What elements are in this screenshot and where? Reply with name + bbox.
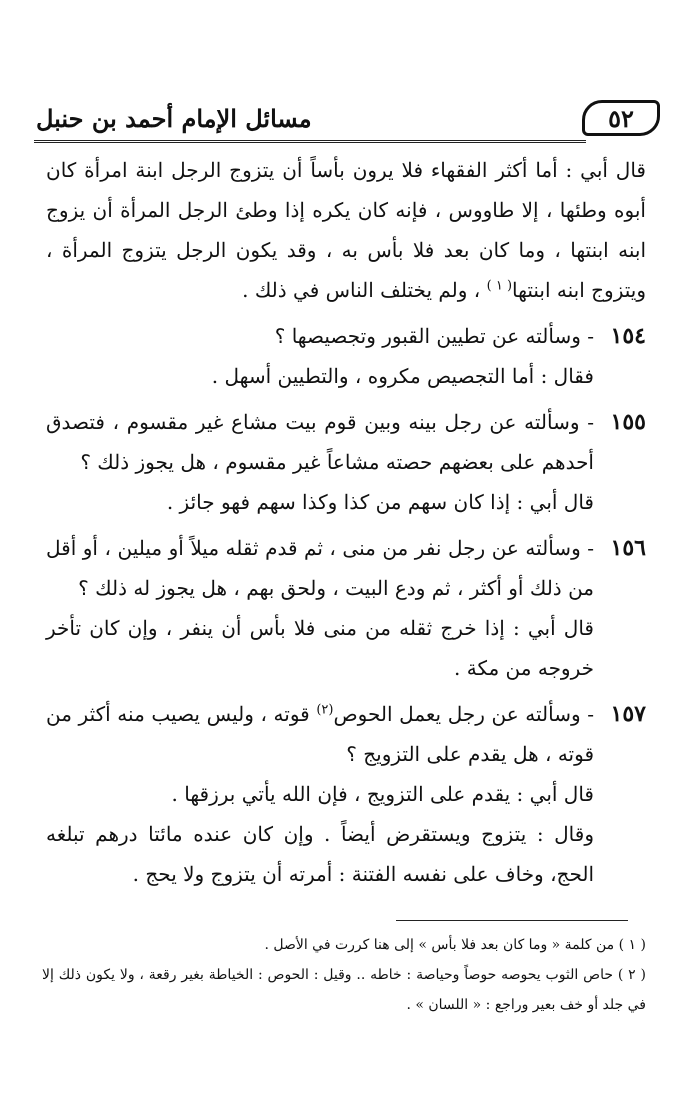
footnote-rule (396, 920, 628, 921)
footnote-ref-2[interactable]: (٢) (316, 702, 334, 718)
issue-number: ١٥٤ (610, 323, 646, 349)
issue-question: - وسألته عن رجل بينه وبين قوم بيت مشاع غير مقسوم ، فتصدق أحدهم على بعضهم حصته مشاعاً غير مقسوم ، هل يجوز ذلك ؟ (46, 410, 594, 474)
issue-answer: فقال : أما التجصيص مكروه ، والتطيين أسهل . (211, 364, 594, 388)
issue-155 (46, 402, 646, 522)
page-number-badge: ٥٢ (582, 100, 660, 136)
footnotes (42, 930, 646, 1020)
footnote-1: ( ١ ) من كلمة « وما كان بعد فلا بأس » إلى هنا كررت في الأصل . (264, 937, 646, 953)
issue-156 (46, 528, 646, 688)
page-header (34, 98, 660, 142)
issue-157 (46, 694, 646, 894)
issue-question-text-end: قوته ، وليس يصيب منه أكثر من قوته ، هل يقدم على التزويج ؟ (46, 702, 594, 766)
intro-text-end: ، ولم يختلف الناس في ذلك . (242, 278, 487, 302)
issue-question (46, 694, 594, 774)
issue-answer: قال أبي : يقدم على التزويج ، فإن الله يأتي برزقها . (171, 782, 594, 806)
issue-number: ١٥٦ (610, 535, 646, 561)
footnote-2: ( ٢ ) حاص الثوب يحوصه حوصاً وحياصة : خاطه .. وقيل : الحوص : الخياطة بغير رقعة ، ولا يكون ذلك إلا في جلد أو خف بعير وراجع : « اللسان » . (42, 967, 646, 1013)
header-rule (34, 140, 586, 143)
issue-number: ١٥٥ (610, 409, 646, 435)
issue-answer: وقال : يتزوج ويستقرض أيضاً . وإن كان عنده مائتا درهم تبلغه الحج، وخاف على نفسه الفتنة : أمرته أن يتزوج ولا يحج . (46, 822, 594, 886)
issue-answer: قال أبي : إذا كان سهم من كذا وكذا سهم فهو جائز . (166, 490, 594, 514)
issue-154 (46, 316, 646, 396)
footnote-ref-1[interactable]: ( ١ ) (486, 278, 513, 294)
intro-text: قال أبي : أما أكثر الفقهاء فلا يرون بأساً أن يتزوج الرجل ابنة امرأة كان أبوه وطئها ، إلا طاووس ، فإنه كان يكره إذا وطئ الرجل المرأة أن يزوج ابنه ابنتها ، وما كان بعد فلا بأس به ، وقد يكون الرجل يتزوج المرأة ، ويتزوج ابنه ابنتها (46, 158, 646, 302)
main-text (46, 150, 646, 894)
running-title: مسائل الإمام أحمد بن حنبل (36, 104, 312, 133)
issue-question: - وسألته عن رجل نفر من منى ، ثم قدم ثقله ميلاً أو ميلين ، أو أقل من ذلك أو أكثر ، ثم ودع البيت ، ولحق بهم ، هل يجوز له ذلك ؟ (46, 536, 594, 600)
issue-question-text: - وسألته عن رجل يعمل الحوص (333, 702, 594, 726)
issue-answer: قال أبي : إذا خرج ثقله من منى فلا بأس أن ينفر ، وإن كان تأخر خروجه من مكة . (46, 616, 594, 680)
issue-number: ١٥٧ (610, 701, 646, 727)
intro-paragraph (46, 150, 646, 310)
issue-question: - وسألته عن تطيين القبور وتجصيصها ؟ (274, 324, 594, 348)
